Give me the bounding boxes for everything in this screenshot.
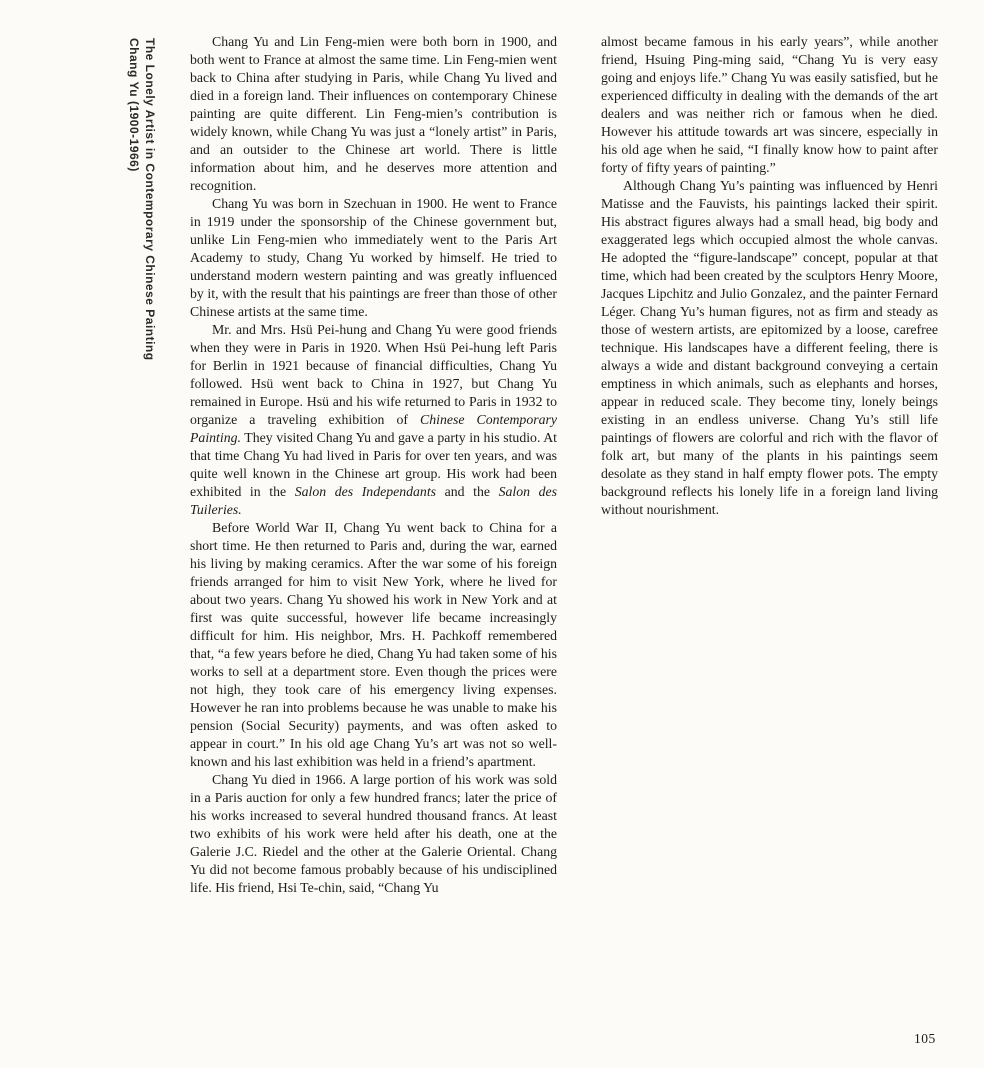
italic-text: Chinese Contemporary Painting. — [190, 412, 557, 445]
body-text: and the — [436, 484, 499, 499]
body-text: Before World War II, Chang Yu went back to China for a short time. He then returned to Paris and, during the war, earned his living by making ceramics. After the war some of his foreign friends arranged for him to visit New York, where he lived for about two years. Chang Yu showed his work in New York and at first was quite successful, however life became increasingly difficult for him. His neighbor, Mrs. H. Pachkoff remembered that, “a few years before he died, Chang Yu had taken some of his works to sell at a department store. Even though the prices were not high, they took care of his emergency living expenses. However he ran into problems because he was unable to make his pension (Social Security) payments, and was often asked to appear in court.” In his old age Chang Yu’s art was not so well-known and his last exhibition was held in a friend’s apartment. — [190, 520, 557, 769]
paragraph — [190, 519, 557, 771]
paragraph — [601, 33, 938, 177]
paragraph — [190, 195, 557, 321]
body-text: Mr. and Mrs. Hsü Pei-hung and Chang Yu were good friends when they were in Paris in 1920. When Hsü Pei-hung left Paris for Berlin in 1921 because of financial difficulties, Chang Yu followed. Hsü went back to China in 1927, but Chang Yu remained in Europe. Hsü and his wife returned to Paris in 1932 to organize a traveling exhibition of — [190, 322, 557, 427]
book-title: Chang Yu (1900-1966) — [127, 38, 141, 172]
sidebar-vertical-title — [126, 38, 158, 658]
paragraph — [190, 33, 557, 195]
italic-text: Salon des Tuileries. — [190, 484, 557, 517]
italic-text: Salon des Independants — [294, 484, 437, 499]
body-text: Although Chang Yu’s painting was influenced by Henri Matisse and the Fauvists, his paintings lacked their spirit. His abstract figures always had a small head, big body and exaggerated legs which occupied almost the whole canvas. He adopted the “figure-landscape” concept, popular at that time, which had been created by the sculptors Henry Moore, Jacques Lipchitz and Julio Gonzalez, and the painter Fernard Léger. Chang Yu’s human figures, not as firm and steady as those of western artists, are epitomized by a loose, carefree technique. His landscapes have a different feeling, there is always a wide and distant background conveying a certain emptiness in which animals, such as elephants and horses, appear in reduced scale. They become tiny, lonely beings existing in an endless universe. Chang Yu’s still life paintings of flowers are colorful and rich with the flavor of folk art, but many of the plants in his paintings seem desolate as they stand in half empty flower pots. The empty background reflects his lonely life in a foreign land living without nourishment. — [601, 178, 938, 517]
body-text: Chang Yu was born in Szechuan in 1900. He went to France in 1919 under the sponsorship of the Chinese government but, unlike Lin Feng-mien who immediately went to the Paris Art Academy to study, Chang Yu worked by himself. He tried to understand modern western painting and was greatly influenced by it, with the result that his paintings are freer than those of other Chinese artists at the same time. — [190, 196, 557, 319]
left-column — [190, 33, 557, 897]
body-text: They visited Chang Yu and gave a party in his studio. At that time Chang Yu had lived in Paris for over ten years, and was quite well known in the Chinese art group. His work had been exhibited in the — [190, 430, 557, 499]
body-text: almost became famous in his early years”, while another friend, Hsuing Ping-ming said, “Chang Yu is very easy going and enjoys life.” Chang Yu was easily satisfied, but he experienced difficulty in dealing with the demands of the art dealers and was neither rich or famous when he died. However his attitude towards art was sincere, especially in his old age when he said, “I finally know how to paint after forty of fifty years of painting.” — [601, 34, 938, 175]
paragraph — [601, 177, 938, 519]
paragraph — [190, 321, 557, 519]
body-text: Chang Yu died in 1966. A large portion of his work was sold in a Paris auction for only a few hundred francs; later the price of his works increased to several hundred thousand francs. At least two exhibits of his work were held after his death, one at the Galerie J.C. Riedel and the other at the Galerie Oriental. Chang Yu did not become famous probably because of his undisciplined life. His friend, Hsi Te-chin, said, “Chang Yu — [190, 772, 557, 895]
book-subtitle: The Lonely Artist in Contemporary Chinese Painting — [143, 38, 157, 361]
right-column — [601, 33, 938, 519]
body-text: Chang Yu and Lin Feng-mien were both born in 1900, and both went to France at almost the same time. Lin Feng-mien went back to China after studying in Paris, while Chang Yu lived and died in a foreign land. Their influences on contemporary Chinese painting are quite different. Lin Feng-mien’s contribution is widely known, while Chang Yu was just a “lonely artist” in Paris, and an outsider to the Chinese art world. There is little information about him, and he deserves more attention and recognition. — [190, 34, 557, 193]
page-number: 105 — [914, 1031, 936, 1046]
paragraph — [190, 771, 557, 897]
